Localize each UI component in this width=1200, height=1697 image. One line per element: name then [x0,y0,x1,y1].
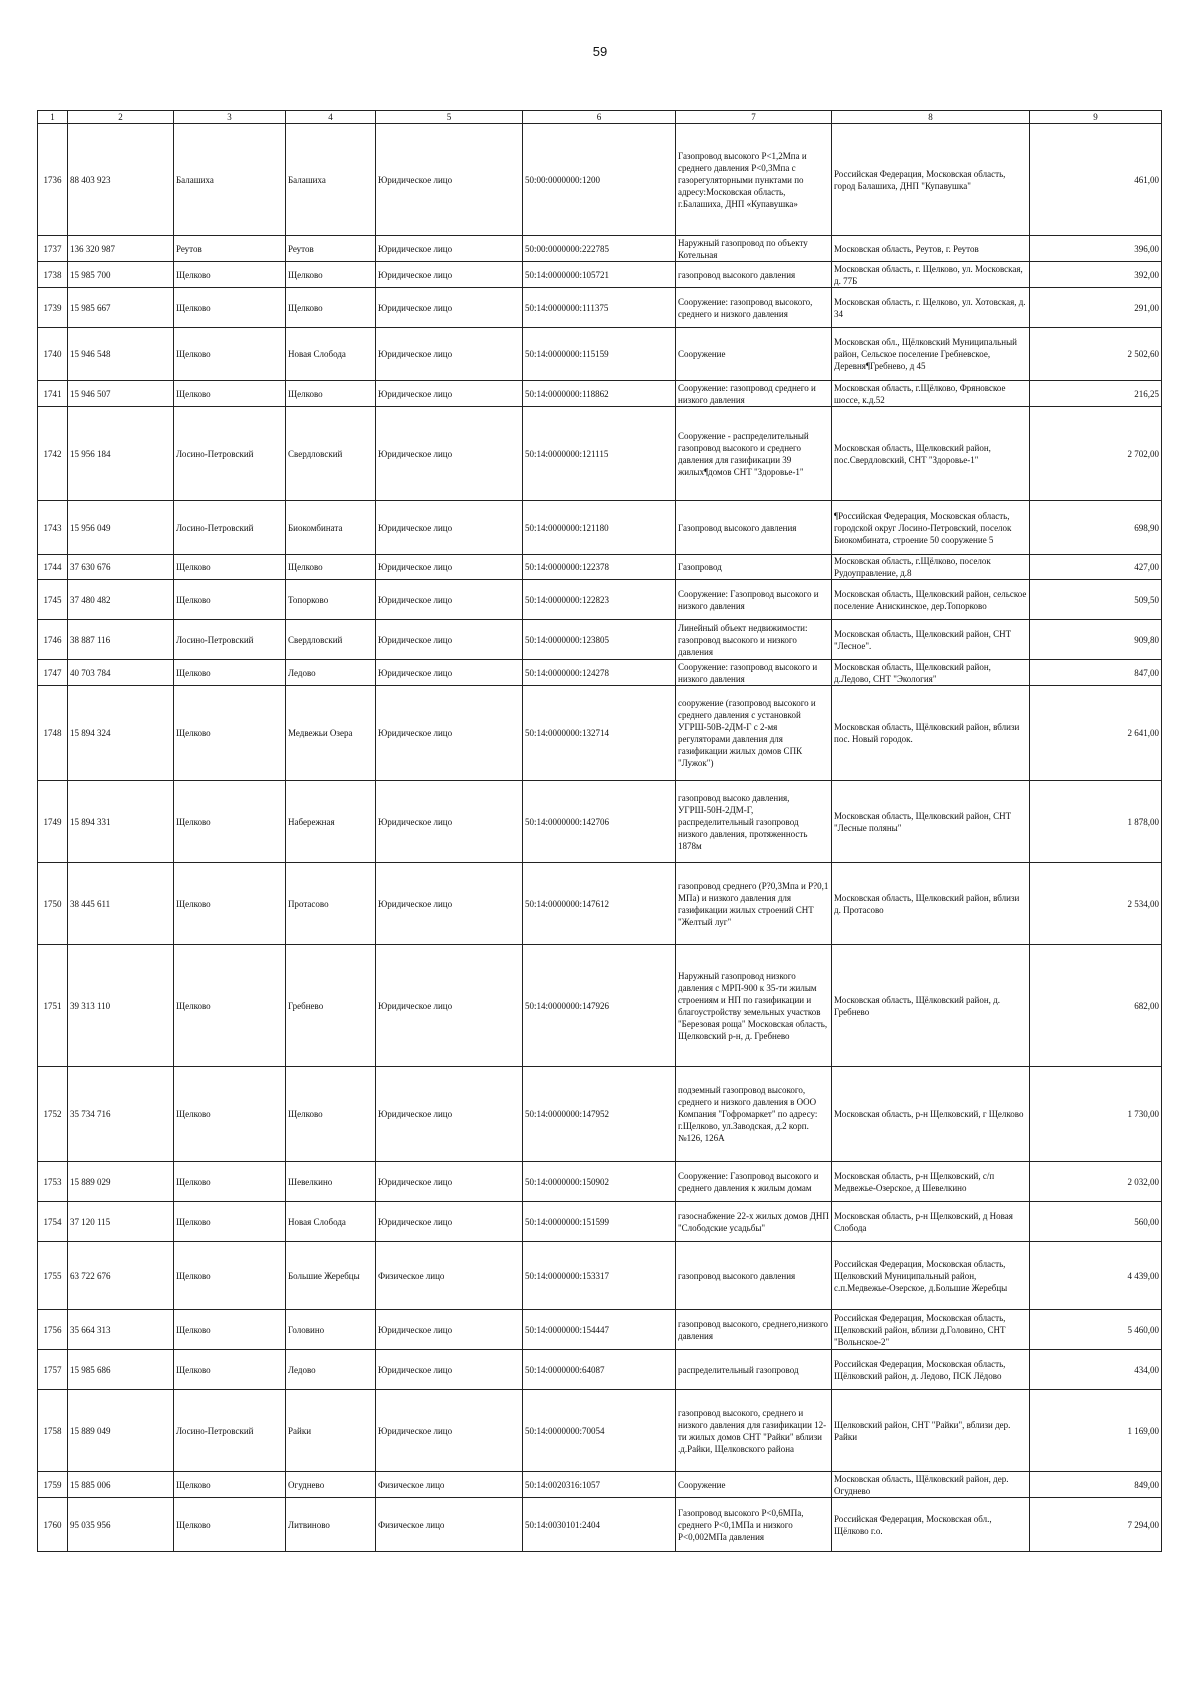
cell-code: 38 445 611 [68,863,174,945]
cell-object-description: Сооружение [676,1472,832,1498]
cell-locality: Литвиново [286,1498,376,1552]
cell-owner-type: Юридическое лицо [376,236,523,262]
cell-object-description: газопровод высокого, среднего,низкого давления [676,1310,832,1350]
cell-district: Щелково [174,863,286,945]
cell-district: Щелково [174,660,286,686]
cell-row-number: 1742 [38,407,68,501]
cell-row-number: 1746 [38,620,68,660]
cell-code: 15 946 507 [68,381,174,407]
cell-locality: Щелково [286,288,376,328]
cell-cadastral-number: 50:14:0000000:70054 [523,1390,676,1472]
cell-locality: Огуднево [286,1472,376,1498]
cell-cadastral-number: 50:14:0000000:124278 [523,660,676,686]
cell-district: Лосино-Петровский [174,407,286,501]
cell-code: 136 320 987 [68,236,174,262]
cell-cadastral-number: 50:14:0000000:154447 [523,1310,676,1350]
cell-address: Московская область, г.Щёлково, Фряновское шоссе, к.д.52 [832,381,1030,407]
cell-length: 7 294,00 [1030,1498,1162,1552]
table-body [38,124,1162,1552]
cell-address: Российская Федерация, Московская область, Щелковский район, вблизи д.Головино, СНТ "Вольнское-2" [832,1310,1030,1350]
cell-row-number: 1740 [38,328,68,381]
cell-locality: Медвежьи Озера [286,686,376,781]
cell-length: 2 702,00 [1030,407,1162,501]
cell-locality: Щелково [286,555,376,580]
cell-row-number: 1757 [38,1350,68,1390]
cell-code: 37 630 676 [68,555,174,580]
column-header: 4 [286,111,376,124]
cell-row-number: 1749 [38,781,68,863]
cell-cadastral-number: 50:14:0030101:2404 [523,1498,676,1552]
cell-cadastral-number: 50:14:0000000:123805 [523,620,676,660]
cell-district: Щелково [174,288,286,328]
cell-address: Московская область, Щелковский район, сельское поселение Анискинское, дер.Топорково [832,580,1030,620]
table-row [38,660,1162,686]
cell-locality: Ледово [286,660,376,686]
cell-district: Щелково [174,1310,286,1350]
cell-district: Щелково [174,686,286,781]
cell-district: Щелково [174,1472,286,1498]
cell-district: Балашиха [174,124,286,236]
cell-cadastral-number: 50:14:0000000:118862 [523,381,676,407]
cell-row-number: 1748 [38,686,68,781]
cell-code: 15 894 331 [68,781,174,863]
cell-length: 5 460,00 [1030,1310,1162,1350]
cell-code: 15 985 686 [68,1350,174,1390]
table-row [38,381,1162,407]
cell-length: 291,00 [1030,288,1162,328]
cell-owner-type: Юридическое лицо [376,1202,523,1242]
cell-code: 95 035 956 [68,1498,174,1552]
table-row [38,1498,1162,1552]
cell-length: 434,00 [1030,1350,1162,1390]
cell-cadastral-number: 50:14:0000000:121180 [523,501,676,555]
cell-cadastral-number: 50:14:0000000:142706 [523,781,676,863]
cell-object-description: Наружный газопровод низкого давления с МРП-900 к 35-ти жилым строениям и НП по газификации и благоустройству земельных участков "Березовая роща" Московская область, Щелковский р-н, д. Гребнево [676,945,832,1067]
cell-cadastral-number: 50:14:0000000:121115 [523,407,676,501]
cell-owner-type: Юридическое лицо [376,1067,523,1162]
cell-code: 38 887 116 [68,620,174,660]
cell-locality: Щелково [286,1067,376,1162]
cell-owner-type: Физическое лицо [376,1242,523,1310]
table-row [38,288,1162,328]
cell-owner-type: Юридическое лицо [376,1350,523,1390]
cell-owner-type: Юридическое лицо [376,580,523,620]
page-number: 59 [592,44,608,59]
cell-object-description: Газопровод высокого Р<0,6МПа, среднего Р<0,1МПа и низкого Р<0,002МПа давления [676,1498,832,1552]
cell-length: 909,80 [1030,620,1162,660]
cell-length: 2 641,00 [1030,686,1162,781]
cell-owner-type: Юридическое лицо [376,660,523,686]
cell-length: 392,00 [1030,262,1162,288]
table-row [38,124,1162,236]
cell-object-description: газопровод высокого давления [676,1242,832,1310]
cell-row-number: 1760 [38,1498,68,1552]
table-row [38,580,1162,620]
cell-district: Реутов [174,236,286,262]
column-header: 3 [174,111,286,124]
cell-row-number: 1754 [38,1202,68,1242]
cell-owner-type: Юридическое лицо [376,945,523,1067]
column-header: 8 [832,111,1030,124]
cell-object-description: Газопровод [676,555,832,580]
cell-object-description: газопровод высоко давления, УГРШ-50Н-2ДМ-Г, распределительный газопровод низкого давления, протяженность 1878м [676,781,832,863]
cell-locality: Топорково [286,580,376,620]
cell-locality: Райки [286,1390,376,1472]
cell-object-description: Сооружение: Газопровод высокого и среднего давления к жилым домам [676,1162,832,1202]
cell-length: 849,00 [1030,1472,1162,1498]
cell-locality: Биокомбината [286,501,376,555]
table-row [38,1202,1162,1242]
cell-cadastral-number: 50:14:0000000:153317 [523,1242,676,1310]
cell-address: Московская область, Реутов, г. Реутов [832,236,1030,262]
cell-row-number: 1737 [38,236,68,262]
cell-district: Щелково [174,1350,286,1390]
table-row [38,863,1162,945]
cell-object-description: сооружение (газопровод высокого и среднего давления с установкой УГРШ-50В-2ДМ-Г с 2-мя регуляторами давления для газификации жилых домов СПК "Лужок") [676,686,832,781]
cell-object-description: Сооружение [676,328,832,381]
cell-district: Щелково [174,328,286,381]
cell-address: Московская область, Щелковский район, СНТ "Лесное". [832,620,1030,660]
cell-object-description: Сооружение: газопровод среднего и низкого давления [676,381,832,407]
cell-locality: Головино [286,1310,376,1350]
cell-address: Московская область, р-н Щелковский, г Щелково [832,1067,1030,1162]
table-row [38,620,1162,660]
cell-locality: Шевелкино [286,1162,376,1202]
cell-object-description: Линейный объект недвижимости: газопровод высокого и низкого давления [676,620,832,660]
cell-owner-type: Юридическое лицо [376,863,523,945]
cell-row-number: 1741 [38,381,68,407]
cell-cadastral-number: 50:14:0000000:105721 [523,262,676,288]
cell-locality: Набережная [286,781,376,863]
cell-district: Щелково [174,262,286,288]
table-row [38,1390,1162,1472]
cell-owner-type: Юридическое лицо [376,555,523,580]
cell-object-description: Сооружение - распределительный газопровод высокого и среднего давления для газификации 39 жилых¶домов СНТ "Здоровье-1" [676,407,832,501]
cell-address: Московская область, г. Щелково, ул. Хотовская, д. 34 [832,288,1030,328]
cell-locality: Реутов [286,236,376,262]
cell-district: Лосино-Петровский [174,1390,286,1472]
cell-address: Московская область, Щелковский район, вблизи д. Протасово [832,863,1030,945]
cell-cadastral-number: 50:00:0000000:1200 [523,124,676,236]
table-row [38,262,1162,288]
table-row [38,1067,1162,1162]
column-header: 9 [1030,111,1162,124]
cell-length: 216,25 [1030,381,1162,407]
cell-address: Московская область, Щёлковский район, дер. Огуднево [832,1472,1030,1498]
cell-code: 35 734 716 [68,1067,174,1162]
cell-owner-type: Физическое лицо [376,1472,523,1498]
cell-address: ¶Российская Федерация, Московская область, городской округ Лосино-Петровский, поселок Биокомбината, строение 50 сооружение 5 [832,501,1030,555]
table-row [38,328,1162,381]
cell-address: Московская обл., Щёлковский Муниципальный район, Сельское поселение Гребневское, Деревня¶Гребнево, д 45 [832,328,1030,381]
cell-owner-type: Юридическое лицо [376,1310,523,1350]
cell-owner-type: Юридическое лицо [376,381,523,407]
column-number-row [38,111,1162,124]
cell-row-number: 1752 [38,1067,68,1162]
cell-code: 15 985 667 [68,288,174,328]
cell-address: Московская область, г. Щелково, ул. Московская, д. 77Б [832,262,1030,288]
cell-locality: Щелково [286,381,376,407]
column-header: 1 [38,111,68,124]
column-header: 5 [376,111,523,124]
table-row [38,407,1162,501]
cell-row-number: 1744 [38,555,68,580]
cell-object-description: распределительный газопровод [676,1350,832,1390]
cell-length: 509,50 [1030,580,1162,620]
cell-address: Московская область, Щёлковский район, д. Гребнево [832,945,1030,1067]
cell-district: Щелково [174,1067,286,1162]
cell-locality: Новая Слобода [286,1202,376,1242]
cell-locality: Гребнево [286,945,376,1067]
cell-owner-type: Юридическое лицо [376,1390,523,1472]
table-row [38,1162,1162,1202]
cell-locality: Ледово [286,1350,376,1390]
cell-address: Московская область, Щелковский район, д.Ледово, СНТ "Экология" [832,660,1030,686]
cell-code: 15 946 548 [68,328,174,381]
cell-district: Щелково [174,1498,286,1552]
cell-length: 4 439,00 [1030,1242,1162,1310]
cell-cadastral-number: 50:00:0000000:222785 [523,236,676,262]
cell-cadastral-number: 50:14:0000000:111375 [523,288,676,328]
cell-cadastral-number: 50:14:0000000:122378 [523,555,676,580]
cell-object-description: подземный газопровод высокого, среднего и низкого давления в ООО Компания "Гофромаркет" по адресу: г.Щелково, ул.Заводская, д.2 корп.№126, 126А [676,1067,832,1162]
cell-address: Щелковский район, СНТ "Райки", вблизи дер. Райки [832,1390,1030,1472]
cell-owner-type: Юридическое лицо [376,1162,523,1202]
cell-length: 698,90 [1030,501,1162,555]
cell-cadastral-number: 50:14:0000000:150902 [523,1162,676,1202]
cell-cadastral-number: 50:14:0000000:147952 [523,1067,676,1162]
cell-code: 40 703 784 [68,660,174,686]
cell-length: 682,00 [1030,945,1162,1067]
cell-row-number: 1743 [38,501,68,555]
cell-length: 2 032,00 [1030,1162,1162,1202]
cell-locality: Щелково [286,262,376,288]
cell-locality: Большие Жеребцы [286,1242,376,1310]
cell-row-number: 1739 [38,288,68,328]
cell-code: 15 956 184 [68,407,174,501]
table-row [38,781,1162,863]
cell-length: 461,00 [1030,124,1162,236]
cell-cadastral-number: 50:14:0000000:122823 [523,580,676,620]
cell-code: 15 894 324 [68,686,174,781]
cell-row-number: 1738 [38,262,68,288]
cell-owner-type: Юридическое лицо [376,262,523,288]
cell-owner-type: Юридическое лицо [376,686,523,781]
cell-address: Российская Федерация, Московская обл., Щёлково г.о. [832,1498,1030,1552]
cell-length: 427,00 [1030,555,1162,580]
cell-district: Щелково [174,1202,286,1242]
cell-object-description: Сооружение: Газопровод высокого и низкого давления [676,580,832,620]
column-header: 6 [523,111,676,124]
table-row [38,555,1162,580]
cell-length: 2 502,60 [1030,328,1162,381]
cell-row-number: 1756 [38,1310,68,1350]
cell-object-description: Газопровод высокого давления [676,501,832,555]
table-row [38,1472,1162,1498]
cell-owner-type: Юридическое лицо [376,620,523,660]
cell-row-number: 1759 [38,1472,68,1498]
cell-object-description: газопровод высокого давления [676,262,832,288]
cell-owner-type: Юридическое лицо [376,124,523,236]
cell-code: 63 722 676 [68,1242,174,1310]
cell-row-number: 1736 [38,124,68,236]
registry-table [37,110,1162,1552]
cell-address: Российская Федерация, Московская область, Щелковский Муниципальный район, с.п.Медвежье-Озерское, д.Большие Жеребцы [832,1242,1030,1310]
cell-owner-type: Физическое лицо [376,1498,523,1552]
cell-district: Щелково [174,381,286,407]
cell-code: 15 956 049 [68,501,174,555]
cell-locality: Протасово [286,863,376,945]
cell-length: 1 730,00 [1030,1067,1162,1162]
cell-length: 1 169,00 [1030,1390,1162,1472]
cell-object-description: Сооружение: газопровод высокого, среднего и низкого давления [676,288,832,328]
cell-district: Лосино-Петровский [174,620,286,660]
cell-cadastral-number: 50:14:0020316:1057 [523,1472,676,1498]
table-row [38,945,1162,1067]
cell-address: Московская область, р-н Щелковский, д Новая Слобода [832,1202,1030,1242]
column-header: 2 [68,111,174,124]
cell-district: Щелково [174,945,286,1067]
cell-address: Московская область, г.Щёлково, поселок Рудоуправление, д.8 [832,555,1030,580]
cell-row-number: 1753 [38,1162,68,1202]
cell-code: 37 480 482 [68,580,174,620]
cell-district: Щелково [174,580,286,620]
cell-code: 88 403 923 [68,124,174,236]
cell-owner-type: Юридическое лицо [376,501,523,555]
cell-object-description: Газопровод высокого Р<1,2Мпа и среднего давления Р<0,3Мпа с газорегуляторными пунктами по адресу:Московская область, г.Балашиха, ДНП «Купавушка» [676,124,832,236]
cell-district: Щелково [174,555,286,580]
column-header: 7 [676,111,832,124]
cell-cadastral-number: 50:14:0000000:115159 [523,328,676,381]
cell-code: 37 120 115 [68,1202,174,1242]
cell-length: 1 878,00 [1030,781,1162,863]
cell-code: 15 985 700 [68,262,174,288]
cell-row-number: 1750 [38,863,68,945]
cell-length: 560,00 [1030,1202,1162,1242]
cell-object-description: газопровод среднего (Р?0,3Мпа и Р?0,1 МПа) и низкого давления для газификации жилых строений СНТ "Желтый луг" [676,863,832,945]
cell-address: Московская область, Щелковский район, СНТ "Лесные поляны" [832,781,1030,863]
cell-address: Московская область, Щелковский район, пос.Свердловский, СНТ "Здоровье-1" [832,407,1030,501]
cell-district: Лосино-Петровский [174,501,286,555]
cell-code: 35 664 313 [68,1310,174,1350]
cell-locality: Новая Слобода [286,328,376,381]
cell-owner-type: Юридическое лицо [376,328,523,381]
table-row [38,686,1162,781]
cell-code: 15 889 029 [68,1162,174,1202]
cell-row-number: 1755 [38,1242,68,1310]
cell-address: Российская Федерация, Московская область, Щёлковский район, д. Ледово, ПСК Лёдово [832,1350,1030,1390]
cell-row-number: 1751 [38,945,68,1067]
cell-cadastral-number: 50:14:0000000:64087 [523,1350,676,1390]
cell-object-description: газоснабжение 22-х жилых домов ДНП "Слободские усадьбы" [676,1202,832,1242]
cell-object-description: Сооружение: газопровод высокого и низкого давления [676,660,832,686]
cell-row-number: 1758 [38,1390,68,1472]
cell-address: Московская область, р-н Щелковский, с/п Медвежье-Озерское, д Шевелкино [832,1162,1030,1202]
cell-cadastral-number: 50:14:0000000:151599 [523,1202,676,1242]
cell-owner-type: Юридическое лицо [376,407,523,501]
cell-district: Щелково [174,1162,286,1202]
cell-object-description: Наружный газопровод по объекту Котельная [676,236,832,262]
table-row [38,1350,1162,1390]
cell-object-description: газопровод высокого, среднего и низкого давления для газификации 12-ти жилых домов СНТ "Райки" вблизи .д.Райки, Щелковского района [676,1390,832,1472]
cell-cadastral-number: 50:14:0000000:132714 [523,686,676,781]
cell-length: 2 534,00 [1030,863,1162,945]
cell-owner-type: Юридическое лицо [376,288,523,328]
cell-length: 396,00 [1030,236,1162,262]
cell-code: 15 889 049 [68,1390,174,1472]
table-row [38,501,1162,555]
cell-row-number: 1747 [38,660,68,686]
table-row [38,236,1162,262]
cell-district: Щелково [174,1242,286,1310]
cell-code: 15 885 006 [68,1472,174,1498]
cell-cadastral-number: 50:14:0000000:147926 [523,945,676,1067]
table-row [38,1310,1162,1350]
table-row [38,1242,1162,1310]
cell-locality: Свердловский [286,620,376,660]
cell-row-number: 1745 [38,580,68,620]
cell-owner-type: Юридическое лицо [376,781,523,863]
cell-locality: Свердловский [286,407,376,501]
cell-address: Московская область, Щёлковский район, вблизи пос. Новый городок. [832,686,1030,781]
cell-district: Щелково [174,781,286,863]
cell-cadastral-number: 50:14:0000000:147612 [523,863,676,945]
cell-address: Российская Федерация, Московская область, город Балашиха, ДНП "Купавушка" [832,124,1030,236]
cell-locality: Балашиха [286,124,376,236]
cell-length: 847,00 [1030,660,1162,686]
cell-code: 39 313 110 [68,945,174,1067]
